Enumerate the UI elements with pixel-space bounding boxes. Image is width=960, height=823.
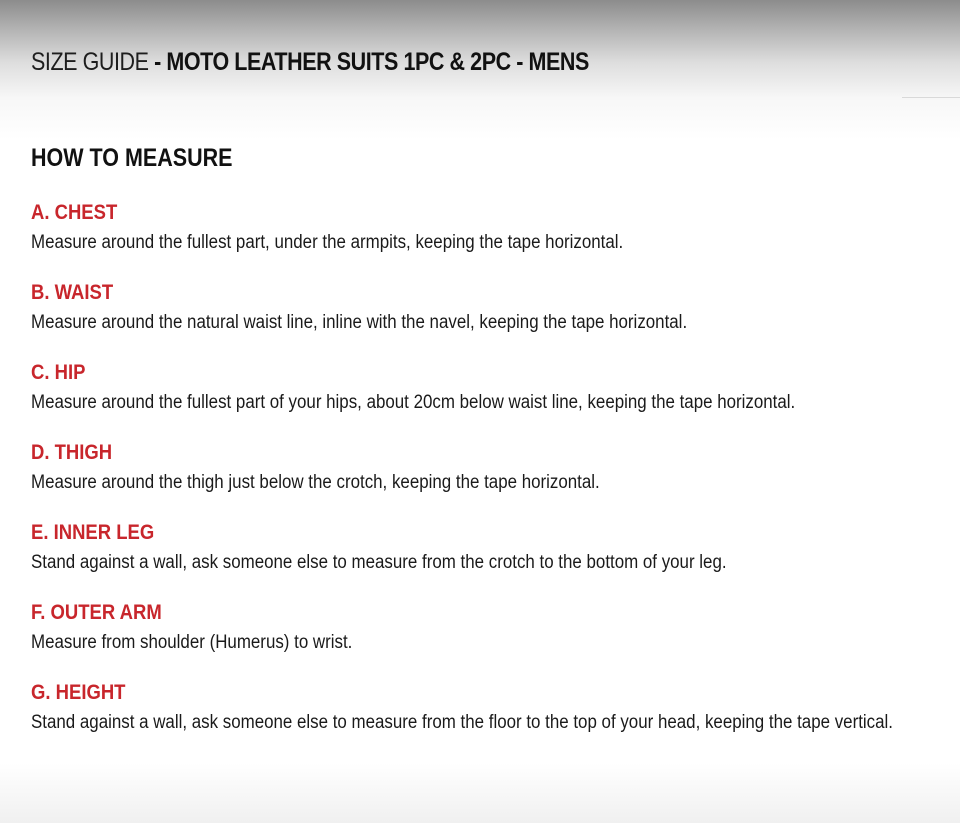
measurement-description: Measure around the fullest part, under the armpits, keeping the tape horizontal. bbox=[31, 232, 624, 253]
measurement-description: Measure from shoulder (Humerus) to wrist. bbox=[31, 632, 353, 653]
measurement-description: Measure around the thigh just below the crotch, keeping the tape horizontal. bbox=[31, 472, 600, 493]
measurement-description: Stand against a wall, ask someone else to measure from the floor to the top of your head, keeping the tape vertical. bbox=[31, 712, 893, 733]
measurement-label: G. HEIGHT bbox=[31, 681, 126, 704]
measurement-description: Measure around the fullest part of your hips, about 20cm below waist line, keeping the tape horizontal. bbox=[31, 392, 796, 413]
measurement-item-thigh bbox=[31, 438, 931, 518]
page-title bbox=[31, 46, 589, 78]
measurement-item-hip bbox=[31, 358, 931, 438]
footer-gradient-band bbox=[0, 763, 960, 823]
measurement-label: B. WAIST bbox=[31, 281, 114, 304]
page-title-prefix: SIZE GUIDE bbox=[31, 48, 149, 76]
measurement-item-height bbox=[31, 678, 931, 758]
measurement-label: D. THIGH bbox=[31, 441, 113, 464]
page-title-product: - MOTO LEATHER SUITS 1PC & 2PC - MENS bbox=[148, 48, 589, 76]
measurement-label: C. HIP bbox=[31, 361, 86, 384]
measurement-label: E. INNER LEG bbox=[31, 521, 155, 544]
measurement-item-outer-arm bbox=[31, 598, 931, 678]
measurement-label: A. CHEST bbox=[31, 201, 118, 224]
measurement-description: Stand against a wall, ask someone else to measure from the crotch to the bottom of your leg. bbox=[31, 552, 727, 573]
measurement-item-waist bbox=[31, 278, 931, 358]
measurement-item-chest bbox=[31, 198, 931, 278]
section-heading: HOW TO MEASURE bbox=[31, 144, 233, 172]
measurement-item-inner-leg bbox=[31, 518, 931, 598]
measurement-list bbox=[31, 198, 931, 758]
measurement-label: F. OUTER ARM bbox=[31, 601, 162, 624]
header-divider-line bbox=[902, 97, 960, 98]
measurement-description: Measure around the natural waist line, inline with the navel, keeping the tape horizontal. bbox=[31, 312, 688, 333]
